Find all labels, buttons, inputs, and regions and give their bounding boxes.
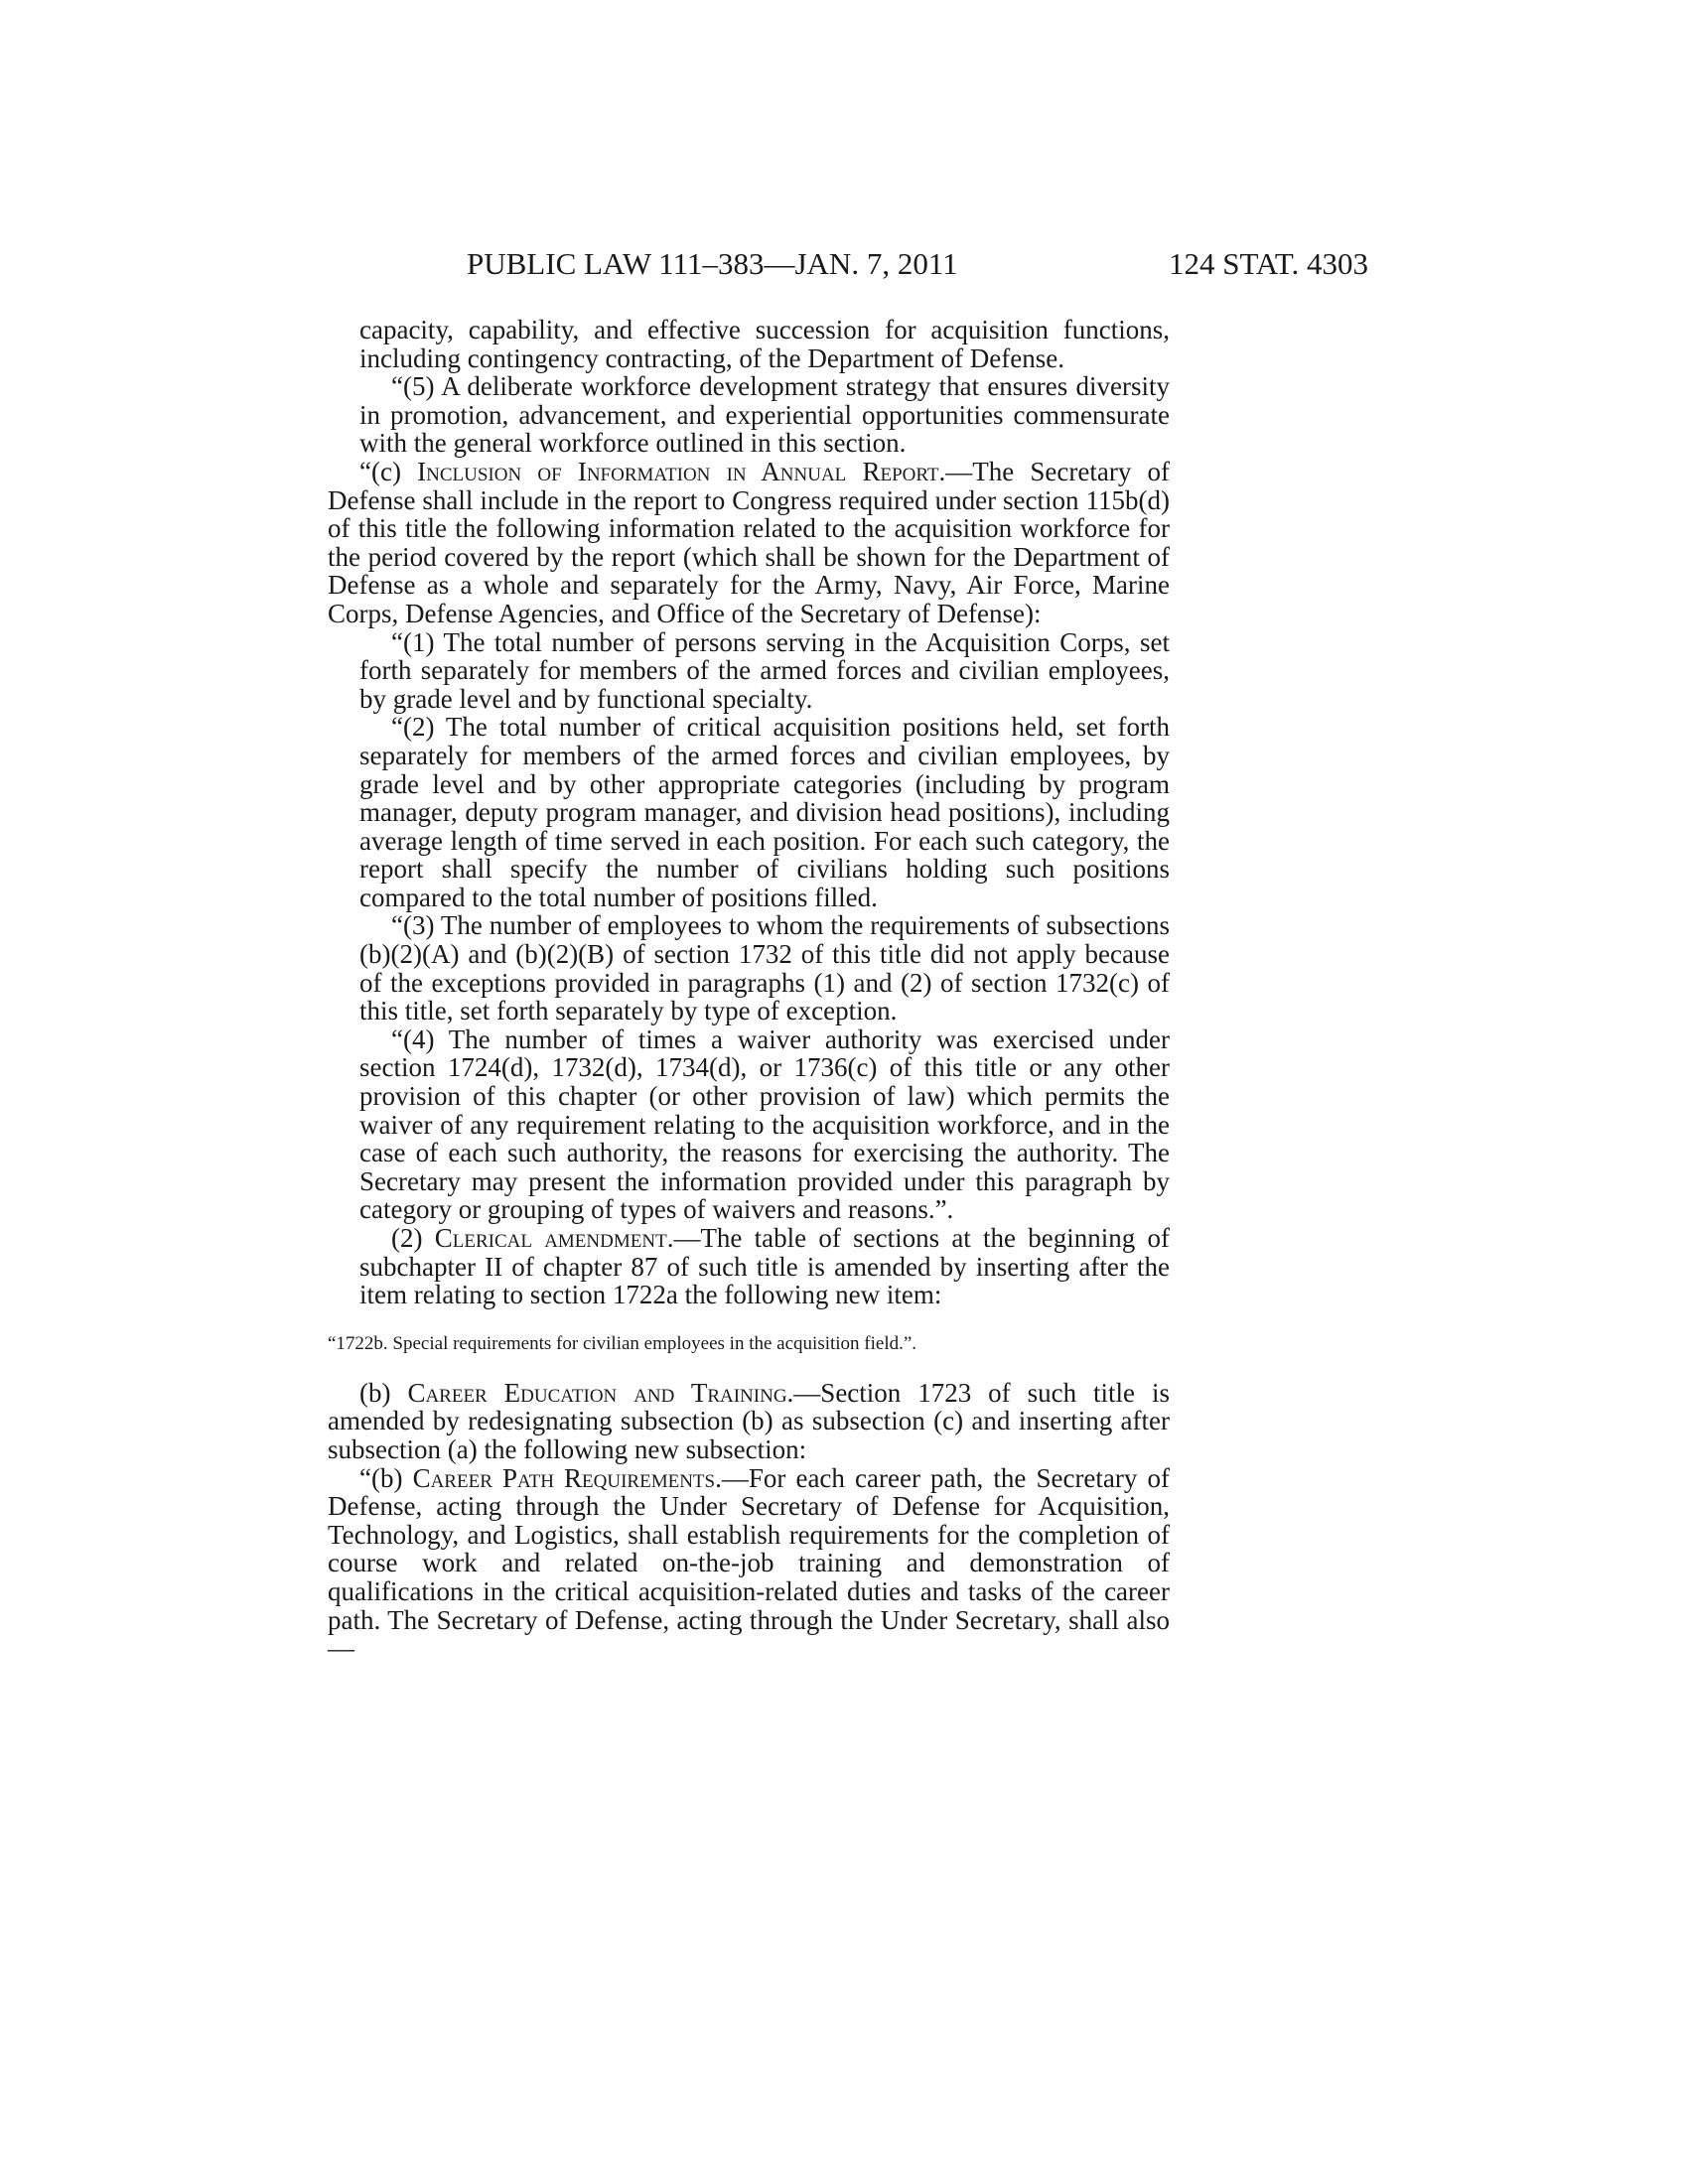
table-of-sections-item: “1722b. Special requirements for civilian employees in the acquisition field.”.: [328, 1332, 917, 1354]
paragraph-career-path: [328, 1464, 1170, 1663]
paragraph-continuation: capacity, capability, and effective succession for acquisition functions, including contingency contracting, of the Department of Defense.: [359, 315, 1170, 373]
clerical-lead: (2): [391, 1223, 435, 1253]
paragraph-subsection-b: [328, 1379, 1170, 1464]
paragraph-item-1: “(1) The total number of persons serving in the Acquisition Corps, set forth separately for members of the armed forces and civilian employees, by grade level and by functional specialty.: [359, 626, 1170, 714]
paragraph-item-5: “(5) A deliberate workforce development strategy that ensures diversity in promotion, advancement, and experiential opportunities commensurate with the general workforce outlined in this section.: [359, 371, 1170, 459]
header-stat-page: 124 STAT. 4303: [1168, 246, 1368, 281]
career-path-text: .—For each career path, the Secretary of Defense, acting through the Under Secretary of Defense for Acquisition, Technology, and Logistics, shall establish requirements for the completion of course work and related on-the-job training and demonstration of qualifications in the critical acquisition-related duties and tasks of the career path. The Secretary of Defense, acting through the Under Secretary, shall also—: [328, 1462, 1170, 1664]
subsection-b-lead: (b): [359, 1377, 408, 1408]
subsection-c-lead: “(c): [359, 456, 418, 486]
subsection-b-heading: Career Education and Training: [407, 1377, 787, 1408]
paragraph-item-2: “(2) The total number of critical acquisition positions held, set forth separately for members of the armed forces and civilian employees, by grade level and by other appropriate categories (including by program manager, deputy program manager, and division head positions), including average length of time served in each position. For each such category, the report shall specify the number of civilians holding such positions compared to the total number of positions filled.: [359, 712, 1170, 912]
clerical-text: .—The table of sections at the beginning of subchapter II of chapter 87 of such title is amended by inserting after the item relating to section 1722a the following new item:: [359, 1223, 1170, 1310]
subsection-c-heading: Inclusion of Information in Annual Report: [417, 456, 939, 486]
page-body: [328, 316, 1170, 1663]
subsection-c-text: .—The Secretary of Defense shall include in the report to Congress required under section 115b(d) of this title the following information related to the acquisition workforce for the period covered by the report (which shall be shown for the Department of Defense as a whole and separately for the Army, Navy, Air Force, Marine Corps, Defense Agencies, and Office of the Secretary of Defense):: [328, 456, 1171, 628]
running-header: [467, 244, 1368, 284]
paragraph-item-4: “(4) The number of times a waiver authority was exercised under section 1724(d), 1732(d), 1734(d), or 1736(c) of this title or any other provision of this chapter (or other provision of law) which permits the waiver of any requirement relating to the acquisition workforce, and in the case of each such authority, the reasons for exercising the authority. The Secretary may present the information provided under this paragraph by category or grouping of types of waivers and reasons.”.: [359, 1024, 1170, 1225]
paragraph-item-3: “(3) The number of employees to whom the requirements of subsections (b)(2)(A) and (b)(2)(B) of section 1732 of this title did not apply because of the exceptions provided in paragraphs (1) and (2) of section 1732(c) of this title, set forth separately by type of exception.: [359, 910, 1170, 1026]
paragraph-subsection-c: [328, 458, 1170, 628]
career-path-heading: Career Path Requirements: [412, 1462, 716, 1493]
subsection-b-text: .—Section 1723 of such title is amended by redesignating subsection (b) as subsection (c) and inserting after subsection (a) the following new subsection:: [328, 1377, 1170, 1464]
career-path-lead: “(b): [359, 1462, 413, 1493]
header-title: PUBLIC LAW 111–383—JAN. 7, 2011: [467, 246, 958, 281]
paragraph-clerical-amendment: [328, 1224, 1170, 1309]
clerical-heading: Clerical amendment: [434, 1223, 667, 1253]
